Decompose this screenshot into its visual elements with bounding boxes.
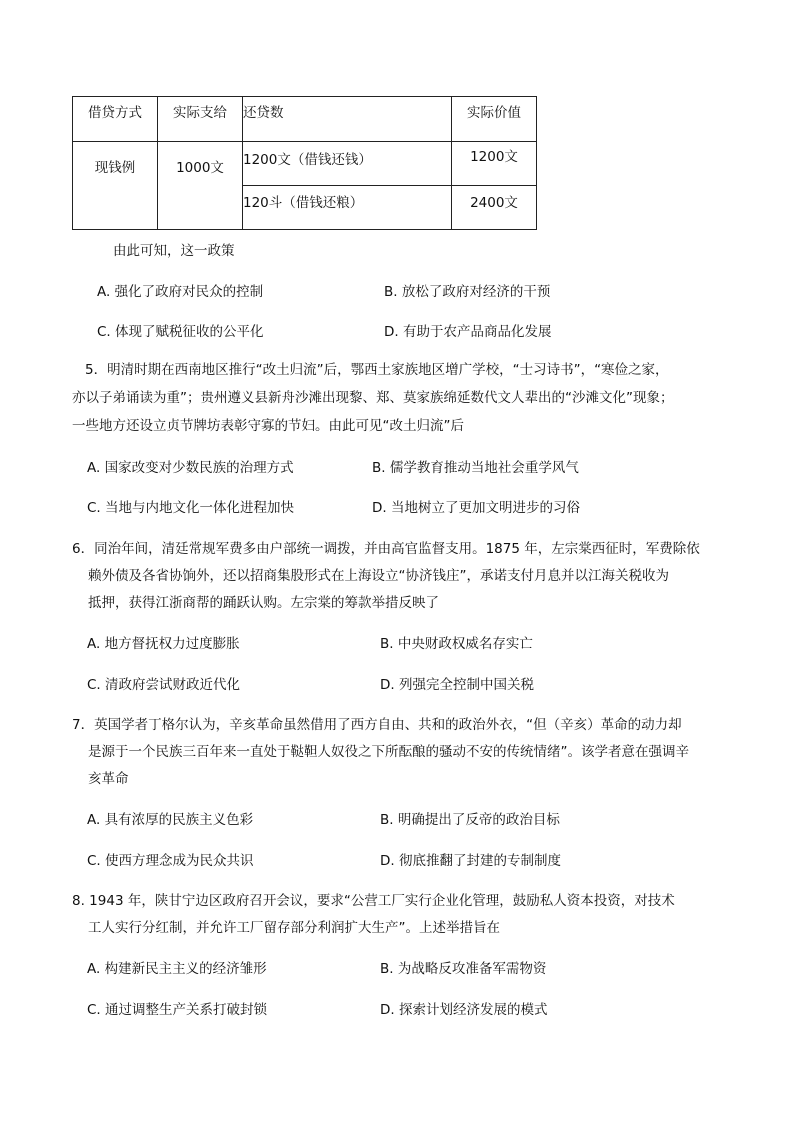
option-a[interactable]: A. 构建新民主主义的经济雏形 xyxy=(87,961,267,977)
option-c[interactable]: C. 当地与内地文化一体化进程加快 xyxy=(87,500,295,516)
option-b[interactable]: B. 明确提出了反帝的政治目标 xyxy=(380,812,560,828)
table-header: 还贷数 xyxy=(243,97,452,142)
option-d[interactable]: D. 列强完全控制中国关税 xyxy=(380,677,534,693)
option-b[interactable]: B. 中央财政权威名存实亡 xyxy=(380,636,533,652)
table-header: 借贷方式 xyxy=(73,97,158,142)
option-c[interactable]: C. 体现了赋税征收的公平化 xyxy=(97,324,264,340)
question-line: 8. 1943 年，陕甘宁边区政府召开会议，要求“公营工厂实行企业化管理，鼓励私人资本投资，对技术 xyxy=(72,893,675,909)
option-c[interactable]: C. 清政府尝试财政近代化 xyxy=(87,677,241,693)
option-a[interactable]: A. 地方督抚权力过度膨胀 xyxy=(87,636,240,652)
table-header: 实际价值 xyxy=(452,97,537,142)
table-header: 实际支给 xyxy=(158,97,243,142)
question-line: 是源于一个民族三百年来一直处于鞑靼人奴役之下所酝酿的骚动不安的传统情绪”。该学者意在强调辛 xyxy=(88,744,689,760)
question-line: 赖外债及各省协饷外，还以招商集股形式在上海设立“协济钱庄”，承诺支付月息并以江海关税收为 xyxy=(88,568,669,584)
table-cell: 2400文 xyxy=(452,186,537,230)
table-cell: 1200文 xyxy=(452,142,537,186)
question-line: 一些地方还设立贞节牌坊表彰守寡的节妇。由此可见“改土归流”后 xyxy=(72,418,464,434)
option-d[interactable]: D. 彻底推翻了封建的专制制度 xyxy=(380,853,561,869)
option-a[interactable]: A. 强化了政府对民众的控制 xyxy=(97,284,264,300)
table-cell: 1000文 xyxy=(158,142,243,230)
question-line: 抵押，获得江浙商帮的踊跃认购。左宗棠的筹款举措反映了 xyxy=(88,595,439,611)
question-line: 5．明清时期在西南地区推行“改土归流”后，鄂西土家族地区增广学校，“士习诗书”，“寒俭之家， xyxy=(85,362,669,378)
question-line: 工人实行分红制，并允许工厂留存部分利润扩大生产”。上述举措旨在 xyxy=(88,920,500,936)
table-cell: 120斗（借钱还粮） xyxy=(243,186,452,230)
question-line: 亦以子弟诵读为重”；贵州遵义县新舟沙滩出现黎、郑、莫家族绵延数代文人辈出的“沙滩文化”现象； xyxy=(72,390,674,406)
table-cell: 现钱例 xyxy=(73,142,158,230)
option-b[interactable]: B. 放松了政府对经济的干预 xyxy=(384,284,551,300)
question-line: 7．英国学者丁格尔认为，辛亥革命虽然借用了西方自由、共和的政治外衣，“但（辛亥）革命的动力却 xyxy=(72,717,682,733)
option-b[interactable]: B. 为战略反攻准备军需物资 xyxy=(380,961,547,977)
question-line: 亥革命 xyxy=(88,771,129,787)
option-d[interactable]: D. 当地树立了更加文明进步的习俗 xyxy=(372,500,580,516)
table-cell: 1200文（借钱还钱） xyxy=(243,142,452,186)
option-a[interactable]: A. 国家改变对少数民族的治理方式 xyxy=(87,460,294,476)
question-stem: 由此可知，这一政策 xyxy=(113,243,235,259)
option-c[interactable]: C. 使西方理念成为民众共识 xyxy=(87,853,254,869)
option-c[interactable]: C. 通过调整生产关系打破封锁 xyxy=(87,1002,268,1018)
question-line: 6．同治年间，清廷常规军费多由户部统一调拨，并由高官监督支用。1875 年，左宗棠西征时，军费除依 xyxy=(72,541,700,557)
option-d[interactable]: D. 有助于农产品商品化发展 xyxy=(384,324,552,340)
option-d[interactable]: D. 探索计划经济发展的模式 xyxy=(380,1002,548,1018)
option-b[interactable]: B. 儒学教育推动当地社会重学风气 xyxy=(372,460,579,476)
loan-table xyxy=(72,96,537,230)
option-a[interactable]: A. 具有浓厚的民族主义色彩 xyxy=(87,812,254,828)
